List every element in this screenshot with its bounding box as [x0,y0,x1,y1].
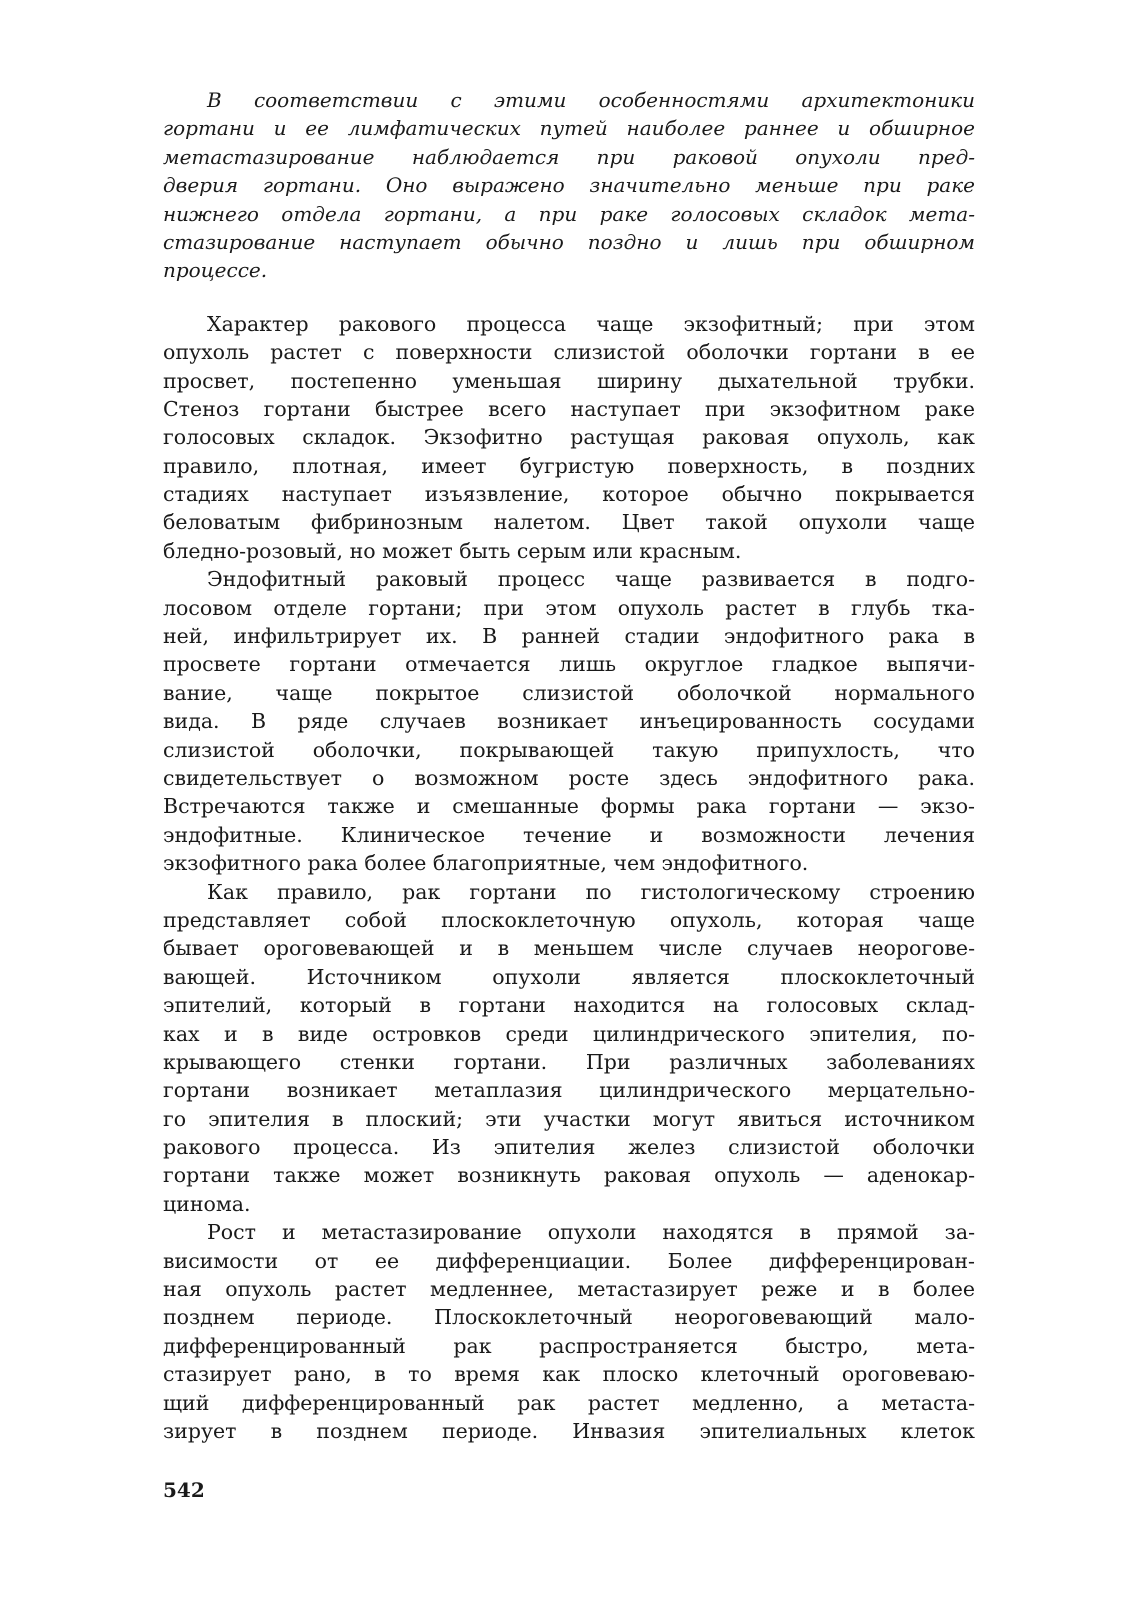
paragraph-line: ракового процесса. Из эпителия желез слизистой оболочки [163,1135,975,1160]
body-text [163,310,975,1446]
intro-line: стазирование наступает обычно поздно и лишь при обширном [163,229,975,254]
paragraph-line: бывает ороговевающей и в меньшем числе случаев неорогове- [163,936,975,961]
paragraph-line: голосовых складок. Экзофитно растущая раковая опухоль, как [163,425,975,450]
paragraph-line: дифференцированный рак распространяется быстро, мета- [163,1333,975,1358]
paragraph-line: правило, плотная, имеет бугристую поверхность, в поздних [163,453,975,478]
intro-line: метастазирование наблюдается при раковой опухоли пред- [163,144,975,169]
paragraph-line: беловатым фибринозным налетом. Цвет такой опухоли чаще [163,510,975,535]
paragraph-line: Эндофитный раковый процесс чаще развивается в подго- [207,567,975,592]
section-gap [163,285,975,310]
paragraph-line: просвете гортани отмечается лишь округлое гладкое выпячи- [163,652,975,677]
paragraph-line: зирует в позднем периоде. Инвазия эпителиальных клеток [163,1418,975,1443]
paragraph-line: просвет, постепенно уменьшая ширину дыхательной трубки. [163,368,975,393]
paragraph-line: го эпителия в плоский; эти участки могут явиться источником [163,1106,975,1131]
paragraph-line: Стеноз гортани быстрее всего наступает при экзофитном раке [163,396,975,421]
paragraph-line: Встречаются также и смешанные формы рака гортани — экзо- [163,794,975,819]
paragraph-line: щий дифференцированный рак растет медленно, а метаста- [163,1390,975,1415]
paragraph-line: представляет собой плоскоклеточную опухоль, которая чаще [163,907,975,932]
paragraph-line: слизистой оболочки, покрывающей такую припухлость, что [163,737,975,762]
paragraph-line: Характер ракового процесса чаще экзофитный; при этом [207,311,975,336]
paragraph-line: ней, инфильтрирует их. В ранней стадии эндофитного рака в [163,624,975,649]
paragraph-line: цинома. [163,1191,251,1216]
page-body [163,86,975,1445]
paragraph-line: стазирует рано, в то время как плоско клеточный ороговеваю- [163,1362,975,1387]
paragraph [163,310,975,566]
paragraph-line: экзофитного рака более благоприятные, чем эндофитного. [163,851,809,876]
paragraph [163,1218,975,1445]
paragraph-line: Рост и метастазирование опухоли находятся в прямой за- [207,1220,975,1245]
paragraph-line: вающей. Источником опухоли является плоскоклеточный [163,964,975,989]
intro-line: В соответствии с этими особенностями архитектоники [207,88,975,112]
intro-line: нижнего отдела гортани, а при раке голосовых складок мета- [163,201,975,226]
intro-italic-paragraph [163,86,975,285]
paragraph-line: ная опухоль растет медленнее, метастазирует реже и в более [163,1277,975,1302]
intro-line: дверия гортани. Оно выражено значительно меньше при раке [163,173,975,198]
paragraph-line: ках и в виде островков среди цилиндрического эпителия, по- [163,1021,975,1046]
paragraph-line: гортани возникает метаплазия цилиндрического мерцательно- [163,1078,975,1103]
paragraph-line: стадиях наступает изъязвление, которое обычно покрывается [163,482,975,507]
paragraph [163,878,975,1219]
paragraph-line: лосовом отделе гортани; при этом опухоль растет в глубь тка- [163,595,975,620]
paragraph-line: свидетельствует о возможном росте здесь эндофитного рака. [163,765,975,790]
paragraph [163,565,975,877]
paragraph-line: вида. В ряде случаев возникает инъецированность сосудами [163,709,975,734]
page-number: 542 [163,1478,205,1502]
intro-line: процессе. [163,258,268,283]
paragraph-line: крывающего стенки гортани. При различных заболеваниях [163,1049,975,1074]
paragraph-line: позднем периоде. Плоскоклеточный неороговевающий мало- [163,1305,975,1330]
paragraph-line: висимости от ее дифференциации. Более дифференцирован- [163,1248,975,1273]
paragraph-line: вание, чаще покрытое слизистой оболочкой нормального [163,680,975,705]
paragraph-line: эндофитные. Клиническое течение и возможности лечения [163,822,975,847]
intro-line: гортани и ее лимфатических путей наиболее раннее и обширное [163,116,975,141]
paragraph-line: бледно-розовый, но может быть серым или красным. [163,538,742,563]
paragraph-line: гортани также может возникнуть раковая опухоль — аденокар- [163,1163,975,1188]
paragraph-line: Как правило, рак гортани по гистологическому строению [207,879,975,904]
paragraph-line: опухоль растет с поверхности слизистой оболочки гортани в ее [163,340,975,365]
paragraph-line: эпителий, который в гортани находится на голосовых склад- [163,993,975,1018]
